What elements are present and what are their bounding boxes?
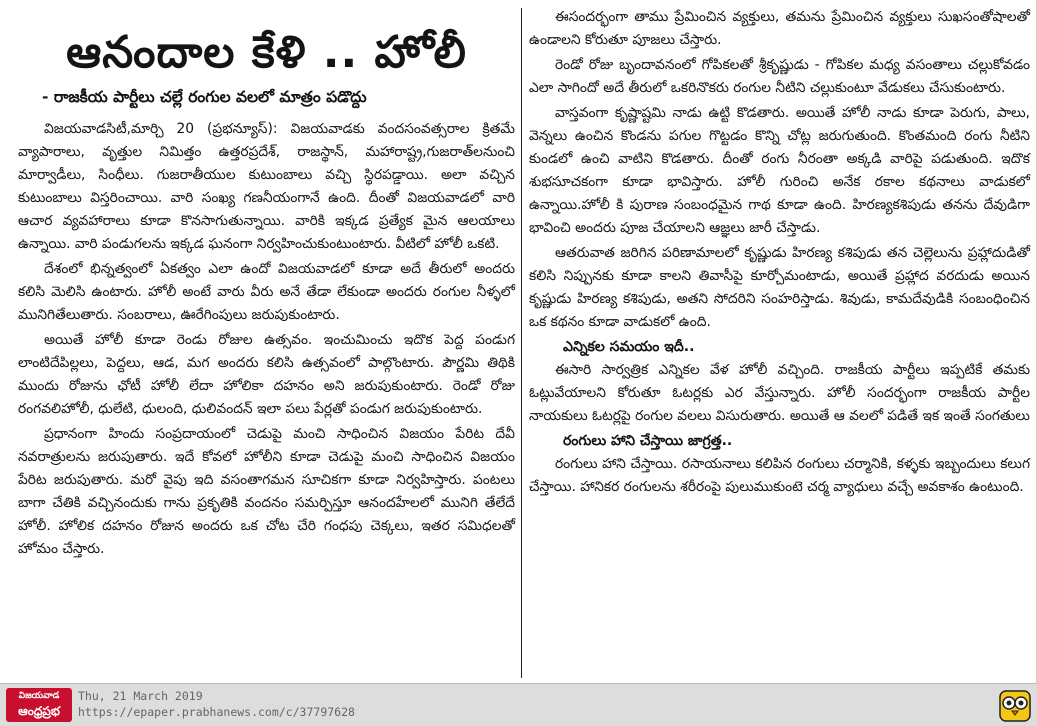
right-column [529,6,1030,501]
article-headline: ఆనందాల కేళి .. హోలీ [66,27,467,78]
paragraph: రంగులు హాని చేస్తాయి. రసాయనాలు కలిపిన రంగులు చర్మానికి, కళ్ళకు ఇబ్బందులు కలుగ చేస్తాయి. హానికర రంగులను శరీరంపై పులుముకుంటె చర్మ వ్యాధులు వచ్చే అవకాశం ఉంటుంది. [529,456,1030,495]
owl-icon [997,688,1033,724]
paragraph: అయితే హోలీ కూడా రెండు రోజుల ఉత్సవం. ఇంచుమించు ఇదొక పెద్ద పండుగ లాంటిదేపిల్లలు, పెద్దలు, ఆడ, మగ అందరు కలిసి ఉత్సవంలో పాల్గొంటారు. పౌర్ణమి తిథికి ముందు రోజును ఛోటీ హోలీ లేదా హోలికా దహనం అని జరుపుకుంటారు. రెండో రోజు రంగవలిహోలీ, ధులేటి, ధులంది, ధులివందన్ ఇలా పలు పేర్లతో పండుగ జరుపుకుంటారు. [18,332,515,417]
paragraph: వాస్తవంగా కృష్ణాష్టమి నాడు ఉట్టి కొడతారు. అయితే హోలీ నాడు కూడా పెరుగు, పాలు, వెన్నలు ఉంచిన కొండను పగుల గొట్టడం కొన్ని చోట్ల జరుగుతుంది. కొంతమంది రంగు నీటిని కుండలో ఉంచి వాటిని కొడతారు. దీంతో రంగు నీరంతా అక్కడి వారిపై పడుతుంది. ఇదొక శుభసూచకంగా కూడా భావిస్తారు. హోలీ గురించి అనేక రకాల కథనాలు వాడుకలో ఉన్నాయి.హోలీ కి పురాణ సంబంధమైన గాథ కూడా ఉంది. హిరణ్యకశిపుడు తనను దేవుడిగా భావించి అందరు పూజ చేయాలని ఆజ్ఞలు జారీ చేస్తాడు. [529,105,1030,236]
paragraph: ఈసందర్భంగా తాము ప్రేమించిన వ్యక్తులు, తమను ప్రేమించిన వ్యక్తులు సుఖసంతోషాలతో ఉండాలని కోరుతూ పూజలు చేస్తారు. [529,9,1030,48]
section-heading-elections: ఎన్నికల సమయం ఇదీ.. [563,339,695,355]
section-heading-caution: రంగులు హాని చేస్తాయి జాగ్రత్త.. [563,433,733,449]
section-body-elections [529,359,1030,428]
right-body [529,6,1030,334]
article-subheadline: - రాజకీయ పార్టీలు చల్లే రంగుల వలలో మాత్రం పడొద్దు [42,88,367,106]
paragraph: ఆతరువాత జరిగిన పరిణామాలలో కృష్ణుడు హిరణ్య కశిపుడు తన చెల్లెలును ప్రహ్లాదుడితో కలిసి నిప్పునకు కూడా కాలని తివాసీపై కూర్చోమంటాడు, అయితే ప్రహ్లాద వరదుడు అయిన కృష్ణుడు హిరణ్య కశిపుడు, అతని సోదరిని సంహరిస్తాడు. శివుడు, కామదేవుడికి సంబంధించిన ఒక కథనం కూడా వాడుకలో ఉంది. [529,245,1030,330]
edition-date: Thu, 21 March 2019 [78,689,203,703]
publication-logo[interactable] [6,688,72,722]
epaper-link[interactable]: https://epaper.prabhanews.com/c/37797628 [78,705,355,719]
left-body [18,118,515,561]
paragraph: దేశంలో భిన్నత్వంలో ఏకత్వం ఎలా ఉందో విజయవాడలో కూడా అదే తీరులో అందరు కలిసి మెలిసి ఉంటారు. హోలీ అంటే వారు వీరు అనే తేడా లేకుండా అందరు రంగుల నీళ్ళలో మునిగితేలుతారు. సంబరాలు, ఊరేగింపులు జరుపుకుంటారు. [18,261,515,323]
section-body-caution [529,453,1030,499]
logo-city: విజయవాడ [18,691,60,701]
column-divider [521,8,522,678]
paragraph: రెండో రోజు బృందావనంలో గోపికలతో శ్రీకృష్ణుడు - గోపికల మధ్య వసంతాలు చల్లుకోవడం ఎలా సాగిందో అదే తీరులో ఒకరినొకరు రంగుల నీటిని చల్లుకుంటూ వేడుకలు చేసుకుంటారు. [529,57,1030,96]
paragraph: ప్రధానంగా హిందు సంప్రదాయంలో చెడుపై మంచి సాధించిన విజయం పేరిట దేవీ నవరాత్రులను జరుపుతారు. ఇదే కోవలో హోలీని కూడా చెడుపై మంచి సాధించిన విజయం పేరిట జరుపుతారు. మరో వైపు ఇది వసంతాగమన సూచికగా కూడా నిర్వహిస్తారు. పంటలు బాగా చేతికి వచ్చినందుకు గాను ప్రకృతికి వందనం సమర్పిస్తూ ఆనందహేలలో మునిగి తేలేదే హోలీ. హోలిక దహనం రోజున అందరు ఒక చోట చేరి గంధపు చెక్కలు, ఇతర సమిధలతో హోమం చేస్తారు. [18,426,515,557]
paragraph: ఈసారి సార్వత్రిక ఎన్నికల వేళ హోలీ వచ్చింది. రాజకీయ పార్టీలు ఇప్పటికే తమకు ఓట్లువేయాలని కోరుతూ ఓటర్లకు ఎర వేస్తున్నారు. హోలీ సందర్భంగా రాజకీయ పార్టీల నాయకులు ఓటర్లపై రంగుల వలలు విసురుతారు. అయితే ఆ వలలో పడితే ఇక ఇంతే సంగతులు [529,362,1030,424]
paragraph: విజయవాడసిటీ,మార్చి 20 (ప్రభన్యూస్): విజయవాడకు వందసంవత్సరాల క్రితమే వ్యాపారాలు, వృత్తుల నిమిత్తం ఉత్తరప్రదేశ్, రాజస్థాన్, మహారాష్ట్ర,గుజరాత్‌లనుంచి మార్వాడీలు, సింధీలు. గుజరాతీయుల కుటుంబాలు వచ్చి స్థిరపడ్డాయి. అలా వచ్చిన కుటుంబాలు విస్తరించాయి. వారి సంఖ్య గణనీయంగానే ఉంది. దీంతో విజయవాడలో వారి ఆచార వ్యవహారాలు కూడా కొనసాగుతున్నాయి. వారికి ఇక్కడ ప్రత్యేక మైన ఆలయాలు ఉన్నాయి. వారి పండుగలను ఇక్కడ ఘనంగా నిర్వహించుకుంటుంటారు. వీటిలో హోలీ ఒకటి. [18,121,515,252]
logo-title: ఆంధ్రప్రభ [18,704,60,718]
epaper-footer [0,683,1037,726]
left-column [18,28,515,563]
